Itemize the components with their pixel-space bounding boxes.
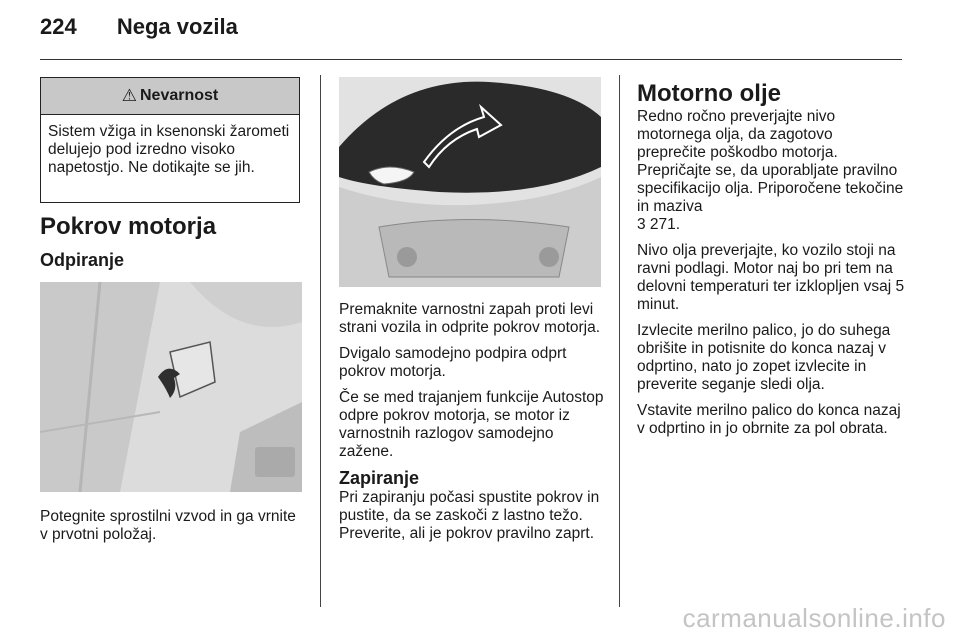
- page-title: Nega vozila: [116, 14, 238, 39]
- warning-text: Sistem vžiga in ksenonski žarometi delujejo pod izredno visoko napetostjo. Ne dotikajte se jih.: [48, 123, 290, 176]
- page-header: [40, 14, 238, 40]
- engine-oil-text-block: [637, 108, 905, 446]
- warning-title: Nevarnost: [140, 87, 219, 104]
- header-rule: [40, 59, 902, 60]
- oil-paragraph-3: Izvlecite merilno palico, jo do suhega obrišite in potisnite do konca nazaj v odprtino, nato jo zopet izvlecite in preverite seganje sledi olja.: [637, 322, 891, 393]
- bonnet-paragraph-2: Dvigalo samodejno podpira odprt pokrov motorja.: [339, 345, 567, 380]
- page-reference-link[interactable]: 271.: [645, 216, 681, 233]
- section-heading-engine-oil: Motorno olje: [637, 80, 781, 107]
- page-reference-icon: 3: [637, 216, 646, 233]
- column-divider-1: [320, 75, 321, 607]
- danger-warning-box: [40, 77, 300, 203]
- oil-paragraph-1: [637, 108, 905, 234]
- bonnet-paragraph-3: Če se med trajanjem funkcije Autostop odpre pokrov motorja, se motor iz varnostnih razlogov samodejno zažene.: [339, 389, 604, 460]
- oil-paragraph-2: Nivo olja preverjajte, ko vozilo stoji na ravni podlagi. Motor naj bo pri tem na delovni temperaturi ter izklopljen vsaj 5 minut.: [637, 242, 905, 313]
- warning-header: [41, 78, 299, 115]
- bonnet-paragraph-1: Premaknite varnostni zapah proti levi strani vozila in odprite pokrov motorja.: [339, 301, 601, 336]
- oil-paragraph-4: Vstavite merilno palico do konca nazaj v odprtino in jo obrnite za pol obrata.: [637, 402, 901, 437]
- subheading-opening: Odpiranje: [40, 250, 125, 270]
- bonnet-opening-illustration: [339, 77, 601, 287]
- page-number: 224: [40, 14, 77, 39]
- warning-triangle-icon: ⚠: [121, 86, 137, 105]
- watermark: carmanualsonline.info: [682, 603, 946, 633]
- illustration-caption: Potegnite sprostilni vzvod in ga vrnite v prvotni položaj.: [40, 508, 296, 543]
- subheading-closing: Zapiranje: [339, 468, 420, 488]
- bonnet-text-block: [339, 301, 605, 469]
- closing-paragraph: Pri zapiranju počasi spustite pokrov in pustite, da se zaskoči z lastno težo. Preverite, ali je pokrov pravilno zaprt.: [339, 489, 600, 542]
- column-divider-2: [619, 75, 620, 607]
- section-heading-bonnet: Pokrov motorja: [40, 213, 217, 240]
- oil-paragraph-1-text: Redno ročno preverjajte nivo motornega olja, da zagotovo preprečite poškodbo motorja. Prepričajte se, da uporabljate pravilno specifikacijo olja. Priporočene tekočine in maziva: [637, 108, 904, 215]
- release-lever-illustration: [40, 282, 302, 492]
